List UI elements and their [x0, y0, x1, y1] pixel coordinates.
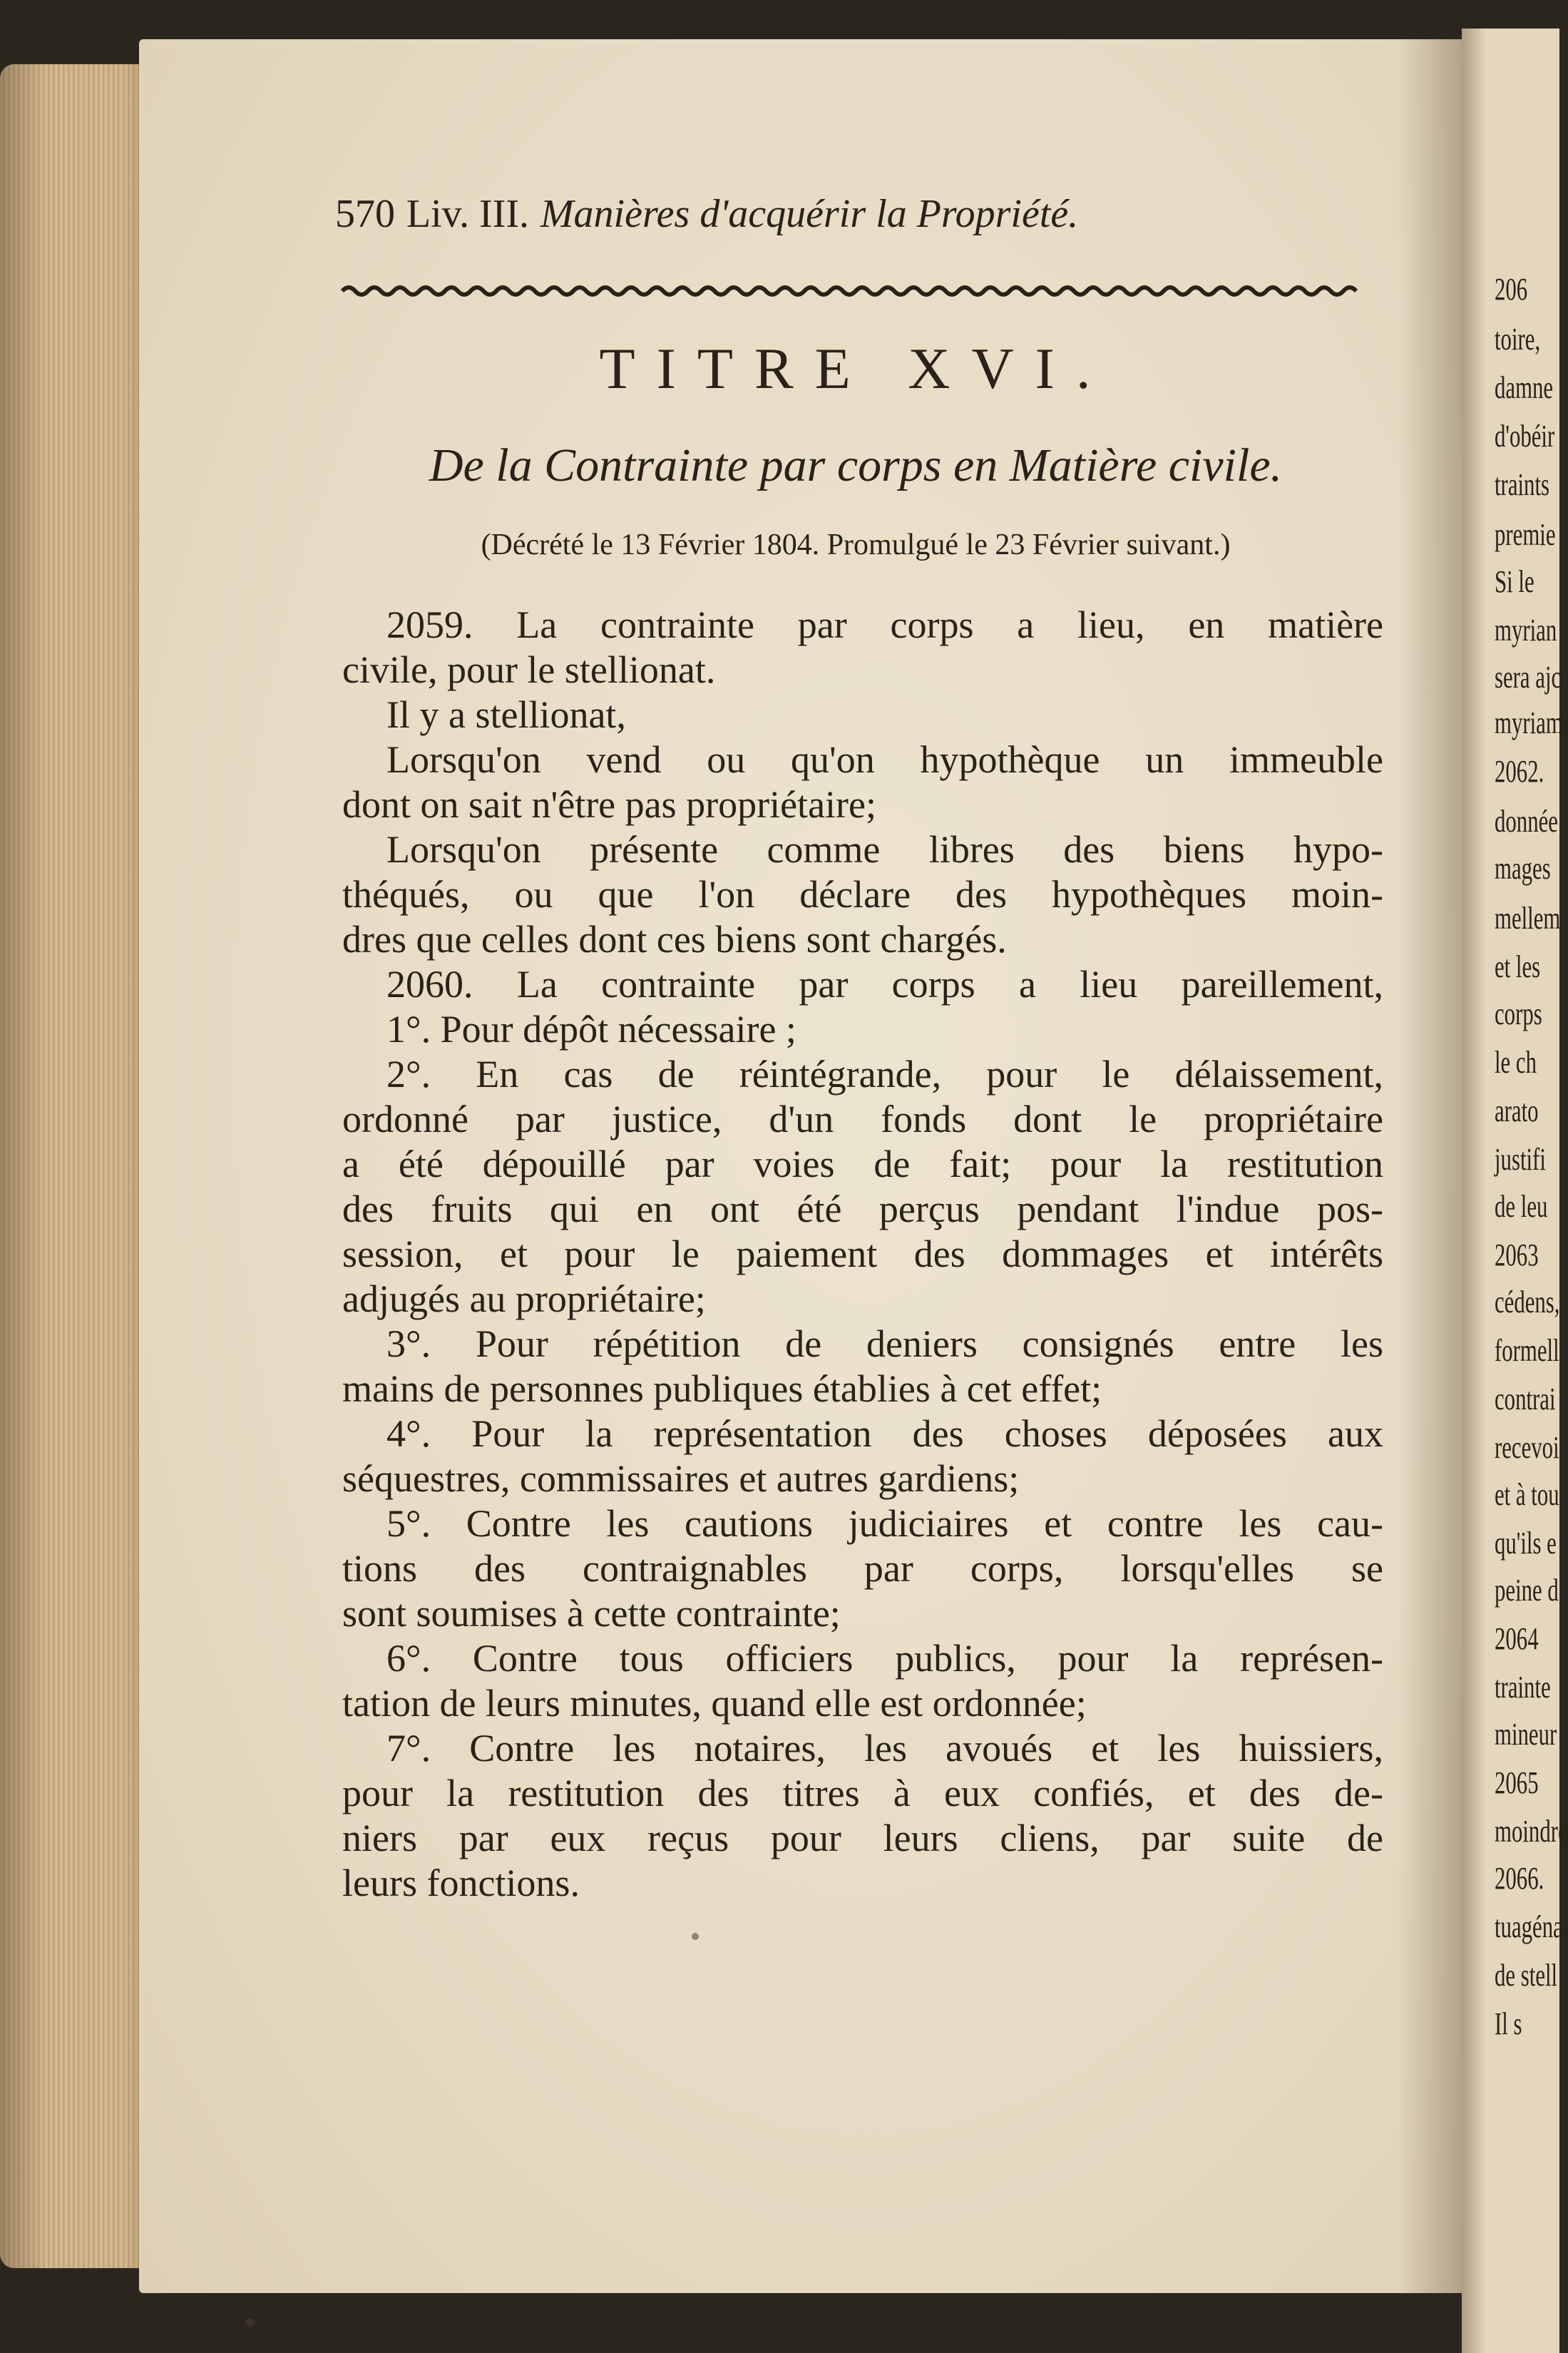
- facing-page-fragment: sera ajc: [1495, 660, 1562, 695]
- text-line: 2060. La contrainte par corps a lieu pareillement,: [386, 963, 1383, 1006]
- facing-page-fragment: 206: [1495, 272, 1528, 307]
- text-line: a été dépouillé par voies de fait; pour la restitution: [342, 1143, 1383, 1185]
- facing-page-fragment: et à tou: [1495, 1477, 1559, 1512]
- wavy-rule-ornament: [342, 284, 1362, 298]
- facing-page-fragment: mages: [1495, 851, 1551, 886]
- decree-dates: (Décrété le 13 Février 1804. Promulgué le 23 Février suivant.): [481, 529, 1231, 561]
- text-line: Lorsqu'on vend ou qu'on hypothèque un immeuble: [386, 738, 1383, 781]
- facing-page-fragment: Si le: [1495, 564, 1534, 599]
- facing-page-fragment: toire,: [1495, 322, 1541, 357]
- facing-page-fragment: tuagéna: [1495, 1909, 1563, 1944]
- facing-page-fragment: formell: [1495, 1333, 1559, 1368]
- text-line: leurs fonctions.: [342, 1862, 580, 1904]
- facing-page-fragment: peine d: [1495, 1573, 1559, 1608]
- text-line: ordonné par justice, d'un fonds dont le propriétaire: [342, 1098, 1383, 1140]
- text-line: dres que celles dont ces biens sont chargés.: [342, 918, 1007, 961]
- text-line: séquestres, commissaires et autres gardiens;: [342, 1457, 1020, 1500]
- facing-page-fragment: 2066.: [1495, 1861, 1544, 1896]
- facing-page-fragment: Il s: [1495, 2006, 1522, 2041]
- text-line: des fruits qui en ont été perçus pendant l'indue pos-: [342, 1188, 1383, 1230]
- page-edges-shading: [0, 64, 153, 2268]
- ink-spot: [246, 2318, 255, 2327]
- book-label: Liv. III.: [406, 192, 529, 236]
- facing-page-fragment: mellem: [1495, 901, 1561, 936]
- text-line: 2°. En cas de réintégrande, pour le délaissement,: [386, 1053, 1383, 1096]
- text-line: pour la restitution des titres à eux confiés, et des de-: [342, 1772, 1383, 1814]
- facing-page-fragment: 2065: [1495, 1765, 1539, 1800]
- text-line: session, et pour le paiement des dommages et intérêts: [342, 1232, 1383, 1275]
- facing-page-fragment: arato: [1495, 1093, 1539, 1128]
- facing-page-fragment: cédens,: [1495, 1285, 1560, 1320]
- facing-page-fragment: donnée: [1495, 804, 1558, 839]
- facing-page-fragment: 2064: [1495, 1621, 1539, 1656]
- book-page-edges: [0, 64, 153, 2268]
- text-line: niers par eux reçus pour leurs cliens, par suite de: [342, 1817, 1383, 1859]
- facing-page-fragment: damne: [1495, 370, 1554, 405]
- text-line: 6°. Contre tous officiers publics, pour la représen-: [386, 1637, 1383, 1680]
- text-line: sont soumises à cette contrainte;: [342, 1592, 841, 1635]
- text-line: adjugés au propriétaire;: [342, 1277, 706, 1320]
- facing-page-fragment: traints: [1495, 467, 1549, 502]
- facing-page-fragment: le ch: [1495, 1045, 1537, 1080]
- facing-page-fragment: 2063: [1495, 1237, 1539, 1272]
- page-gutter-shadow: [1398, 39, 1462, 2293]
- facing-page-fragment: myriam: [1495, 705, 1563, 740]
- facing-page-fragment: recevoi: [1495, 1430, 1559, 1465]
- text-line: 4°. Pour la représentation des choses déposées aux: [386, 1412, 1383, 1455]
- text-line: tation de leurs minutes, quand elle est ordonnée;: [342, 1682, 1087, 1725]
- text-line: civile, pour le stellionat.: [342, 648, 716, 691]
- article-text: [342, 603, 1383, 1906]
- facing-page-fragment: corps: [1495, 996, 1542, 1031]
- facing-page-fragment: et les: [1495, 949, 1541, 984]
- text-line: 3°. Pour répétition de deniers consignés entre les: [386, 1322, 1383, 1365]
- text-line: théqués, ou que l'on déclare des hypothèques moin-: [342, 873, 1383, 916]
- text-line: 7°. Contre les notaires, les avoués et les huissiers,: [386, 1727, 1383, 1770]
- text-line: 5°. Contre les cautions judiciaires et contre les cau-: [386, 1502, 1383, 1545]
- text-line: mains de personnes publiques établies à cet effet;: [342, 1367, 1102, 1410]
- text-line: 1°. Pour dépôt nécessaire ;: [386, 1008, 796, 1051]
- text-line: dont on sait n'être pas propriétaire;: [342, 783, 876, 826]
- facing-page-fragment: qu'ils e: [1495, 1526, 1557, 1561]
- facing-page: [1462, 29, 1568, 2353]
- ink-spot: [692, 1933, 699, 1940]
- facing-page-fragment: 2062.: [1495, 754, 1544, 789]
- facing-page-fragment: trainte: [1495, 1670, 1551, 1705]
- facing-page-fragment: mineur: [1495, 1717, 1557, 1752]
- facing-page-fragment: de stell: [1495, 1958, 1558, 1993]
- title-number: TITRE XVI.: [599, 336, 1112, 401]
- text-line: Lorsqu'on présente comme libres des biens hypo-: [386, 828, 1383, 871]
- running-title: Manières d'acquérir la Propriété.: [540, 192, 1079, 236]
- facing-page-fragment: myrian: [1495, 613, 1557, 648]
- facing-page-fragment: contrai: [1495, 1382, 1556, 1417]
- facing-page-fragment: d'obéir: [1495, 419, 1555, 454]
- text-line: Il y a stellionat,: [386, 693, 626, 736]
- page-number: 570: [335, 192, 395, 236]
- text-line: tions des contraignables par corps, lorsqu'elles se: [342, 1547, 1383, 1590]
- facing-page-fragment: premie: [1495, 517, 1556, 552]
- facing-page-fragment: de leu: [1495, 1189, 1548, 1224]
- title-subtitle: De la Contrainte par corps en Matière civile.: [429, 439, 1283, 491]
- facing-page-fragment: justifi: [1495, 1142, 1546, 1177]
- running-head: [335, 191, 1333, 237]
- text-line: 2059. La contrainte par corps a lieu, en matière: [386, 603, 1383, 646]
- facing-page-fragment: moindre: [1495, 1814, 1568, 1849]
